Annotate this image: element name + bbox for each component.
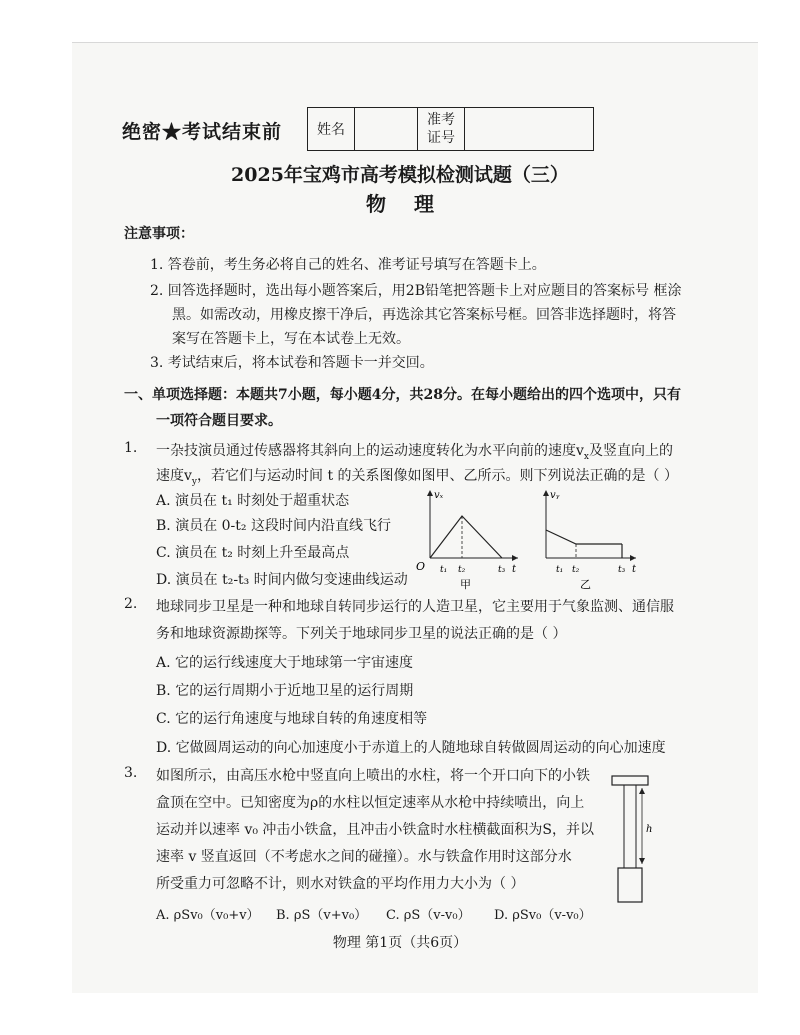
yi-curve: [546, 530, 622, 544]
height-arrow-up: [639, 788, 645, 794]
q3-option-b: B. ρS（v+v₀）: [276, 908, 368, 923]
q2-number: 2.: [124, 596, 138, 612]
yi-t3-label: t₃: [618, 565, 626, 575]
q3-option-a: A. ρSv₀（v₀+v）: [156, 908, 260, 923]
section-1-heading: 一、单项选择题：本题共7小题，每小题4分，共28分。在每小题给出的四个选项中，只有: [124, 387, 681, 403]
q3-option-c: C. ρS（v-v₀）: [386, 908, 471, 923]
subject-title: 物理: [366, 192, 462, 216]
q2-option-c: C. 它的运行角速度与地球自转的角速度相等: [156, 711, 428, 727]
yi-t-label: t: [632, 564, 637, 575]
jia-x-arrow: [512, 555, 518, 561]
jia-curve: [430, 516, 502, 558]
q1-number: 1.: [124, 440, 138, 456]
notice-item-3: 3. 考试结束后，将本试卷和答题卡一并交回。: [150, 355, 434, 371]
q3-stem-line-5: 所受重力可忽略不计，则水对铁盒的平均作用力大小为（ ）: [156, 876, 525, 892]
notice-item-2-line-3: 案写在答题卡上，写在本试卷上无效。: [172, 331, 410, 347]
q1-stem-line-1: 一杂技演员通过传感器将其斜向上的运动速度转化为水平向前的速度$v_x$及竖直向上的: [156, 443, 673, 462]
q1-figure-yi: [536, 486, 648, 590]
notice-item-2-line-1: 2. 回答选择题时，选出每小题答案后，用2B铅笔把答题卡上对应题目的答案标号 框涂: [150, 283, 682, 299]
yi-t1-label: t₁: [556, 565, 564, 575]
q3-number: 3.: [124, 765, 138, 781]
yi-t2-label: t₂: [572, 565, 580, 575]
height-arrow-down: [639, 858, 645, 864]
jia-t1-label: t₁: [440, 565, 448, 575]
height-label: h: [646, 824, 653, 835]
q3-stem-line-4: 速率 v 竖直返回（不考虑水之间的碰撞）。水与铁盒作用时这部分水: [156, 849, 572, 865]
water-gun: [618, 868, 642, 902]
q1-figure-jia: [410, 486, 522, 590]
jia-t-label: t: [512, 564, 517, 575]
q3-figure-water-jet: [598, 770, 662, 910]
q3-stem-line-1: 如图所示，由高压水枪中竖直向上喷出的水柱，将一个开口向下的小铁: [156, 768, 590, 784]
exam-id-label: 准考 证号: [418, 108, 465, 151]
q2-stem-line-2: 务和地球资源勘探等。下列关于地球同步卫星的说法正确的是（ ）: [156, 626, 567, 642]
jia-t3-label: t₃: [498, 565, 506, 575]
candidate-info-box: [307, 107, 594, 151]
name-field: [355, 108, 418, 151]
q2-option-d: D. 它做圆周运动的向心加速度小于赤道上的人随地球自转做圆周运动的向心加速度: [156, 740, 666, 756]
yi-y-label: vᵧ: [550, 490, 560, 501]
q2-stem-line-1: 地球同步卫星是一种和地球自转同步运行的人造卫星，它主要用于气象监测、通信服: [156, 599, 674, 615]
jia-t2-label: t₂: [458, 565, 466, 575]
q1-option-d: D. 演员在 t₂-t₃ 时间内做匀变速曲线运动: [156, 572, 408, 588]
section-1-heading-line-2: 一项符合题目要求。: [156, 413, 282, 429]
q1-stem-line-2: 速度$v_y$，若它们与运动时间 t 的关系图像如图甲、乙所示。则下列说法正确的是（ ）: [156, 468, 678, 487]
q3-stem-line-3: 运动并以速率 v₀ 冲击小铁盒，且冲击小铁盒时水柱横截面积为S，并以: [156, 822, 595, 838]
q1-option-b: B. 演员在 0-t₂ 这段时间内沿直线飞行: [156, 518, 391, 534]
notice-item-2-line-2: 黑。如需改动，用橡皮擦干净后，再选涂其它答案标号框。回答非选择题时，将答: [172, 307, 676, 323]
page-footer: 物理 第1页（共6页）: [332, 935, 468, 951]
notice-item-1: 1. 答卷前，考生务必将自己的姓名、准考证号填写在答题卡上。: [150, 257, 546, 273]
exam-id-field: [465, 108, 594, 151]
jia-caption: 甲: [460, 578, 471, 590]
q2-option-a: A. 它的运行线速度大于地球第一宇宙速度: [156, 655, 414, 671]
q3-option-d: D. ρSv₀（v-v₀）: [494, 908, 592, 923]
jia-origin: O: [416, 560, 426, 573]
jia-y-arrow: [427, 490, 433, 496]
name-label: 姓名: [308, 108, 355, 151]
yi-x-arrow: [630, 555, 636, 561]
exam-title: 2025年宝鸡市高考模拟检测试题（三）: [231, 164, 569, 186]
q2-option-b: B. 它的运行周期小于近地卫星的运行周期: [156, 683, 414, 699]
yi-y-arrow: [543, 490, 549, 496]
q1-option-a: A. 演员在 t₁ 时刻处于超重状态: [156, 493, 350, 509]
yi-caption: 乙: [580, 578, 591, 590]
iron-box: [612, 776, 648, 785]
q1-option-c: C. 演员在 t₂ 时刻上升至最高点: [156, 545, 350, 561]
notice-heading: 注意事项：: [124, 226, 194, 242]
confidential-label: 绝密★考试结束前: [122, 121, 283, 143]
q3-stem-line-2: 盒顶在空中。已知密度为ρ的水柱以恒定速率从水枪中持续喷出，向上: [156, 795, 585, 811]
jia-y-label: vₓ: [434, 490, 444, 501]
